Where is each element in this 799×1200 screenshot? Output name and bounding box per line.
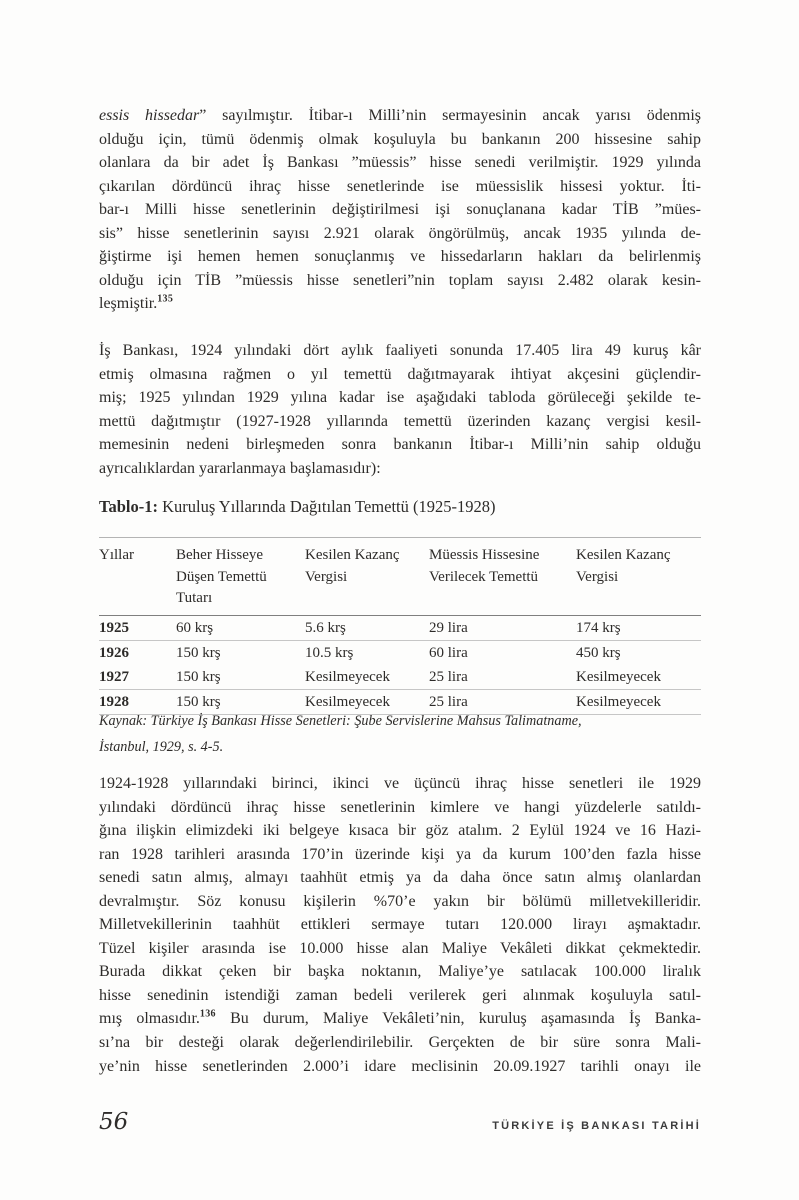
text-run: ye’nin hisse senetlerinden 2.000’i idare meclisinin 20.09.1927 tarihli onayı ile bbox=[99, 1057, 701, 1075]
table-title bbox=[99, 495, 701, 519]
table-cell: 60 lira bbox=[429, 644, 468, 661]
running-title: TÜRKİYE İŞ BANKASI TARİHİ bbox=[492, 1120, 701, 1132]
text-line bbox=[99, 457, 701, 481]
table-row bbox=[99, 665, 701, 690]
text-run: sis” hisse senetlerinin sayısı 2.921 olarak öngörülmüş, ancak 1935 yılında de- bbox=[99, 224, 701, 242]
paragraph-1 bbox=[99, 104, 701, 316]
text-run: mettü dağıtmıştır (1927-1928 yıllarında temettü üzerinden kazanç vergisi kesil- bbox=[99, 412, 701, 430]
table-column-header: Müessis Hissesine Verilecek Temettü bbox=[429, 547, 540, 585]
text-run: yılındaki dördüncü ihraç hisse senetlerinin kimlere ve hangi yüzdelerle satıldı- bbox=[99, 798, 701, 816]
table-cell: 1928 bbox=[99, 693, 129, 710]
table-cell: Kesilmeyecek bbox=[305, 668, 390, 685]
text-run: bar-ı Milli hisse senetlerinin değiştirilmesi işi sonuçlanana kadar TİB ”mües- bbox=[99, 201, 701, 219]
text-run: hisse senedinin istendiği zaman bedeli verilerek geri alınmak koşuluyla satıl- bbox=[99, 986, 701, 1004]
text-run: Tüzel kişiler arasında ise 10.000 hisse alan Maliye Vekâleti dikkat çekmektedir. bbox=[99, 939, 701, 957]
text-run: çıkarılan dördüncü ihraç hisse senetlerinde ise müessislik hissesi yoktur. İti- bbox=[99, 177, 701, 195]
text-line bbox=[99, 796, 701, 820]
table-cell: 29 lira bbox=[429, 619, 468, 636]
text-run: miş; 1925 yılından 1929 yılına kadar ise aşağıdaki tabloda görüleceği şekilde te- bbox=[99, 389, 701, 407]
text-line bbox=[99, 198, 701, 222]
text-line bbox=[99, 819, 701, 843]
italic-text: essis hissedar bbox=[99, 107, 200, 124]
table-source-line: İstanbul, 1929, s. 4-5. bbox=[99, 738, 224, 755]
text-run: ayrıcalıklardan yararlanmaya başlamasıdır): bbox=[99, 459, 381, 477]
table-cell: 5.6 krş bbox=[305, 619, 346, 636]
table-title-label: Tablo-1: bbox=[99, 497, 158, 516]
table-source bbox=[99, 709, 701, 760]
text-line bbox=[99, 890, 701, 914]
table-cell: 150 krş bbox=[176, 668, 221, 685]
table-cell: 174 krş bbox=[576, 619, 621, 636]
text-line bbox=[99, 937, 701, 961]
text-line bbox=[99, 386, 701, 410]
text-run: devralmıştır. Söz konusu kişilerin %70’e yakın bir bölümü milletvekilleridir. bbox=[99, 892, 701, 910]
table-cell: 10.5 krş bbox=[305, 644, 354, 661]
table-column-header: Kesilen Kazanç Vergisi bbox=[576, 547, 671, 585]
table-cell: Kesilmeyecek bbox=[576, 668, 661, 685]
paragraph-2 bbox=[99, 339, 701, 480]
table-cell: 150 krş bbox=[176, 644, 221, 661]
text-run: ğiştirme işi hemen hemen sonuçlanmış ve hissedarların hakları da belirlenmiş bbox=[99, 248, 701, 266]
text-line bbox=[99, 175, 701, 199]
text-run: memesinin nedeni birleşmeden sonra bankanın İtibar-ı Milli’nin sahip olduğu bbox=[99, 436, 701, 454]
footnote-ref: 135 bbox=[157, 294, 174, 306]
text-run: mış olmasıdır. bbox=[99, 1010, 200, 1028]
text-run: Milletvekillerinin taahhüt ettikleri sermaye tutarı 120.000 lirayı aşmaktadır. bbox=[99, 916, 701, 934]
text-line bbox=[99, 866, 701, 890]
text-line bbox=[99, 410, 701, 434]
text-run: ran 1928 tarihleri arasında 170’in üzerinde kişi ya da kurum 100’den fazla hisse bbox=[99, 845, 701, 863]
text-run: etmiş olmasına rağmen o yıl temettü dağıtmayarak ihtiyat akçesini güçlendir- bbox=[99, 365, 701, 383]
text-line bbox=[99, 104, 701, 128]
text-run: sı’na bir desteği olarak değerlendirilebilir. Gerçekten de bir süre sonra Mali- bbox=[99, 1034, 701, 1052]
table-cell: 1927 bbox=[99, 668, 129, 685]
text-line bbox=[99, 128, 701, 152]
table-cell: 1925 bbox=[99, 619, 129, 636]
text-line bbox=[99, 292, 701, 316]
dividends-table bbox=[99, 537, 701, 715]
table-cell: Kesilmeyecek bbox=[576, 693, 661, 710]
text-line bbox=[99, 984, 701, 1008]
table-cell: 25 lira bbox=[429, 668, 468, 685]
page-number: 56 bbox=[99, 1109, 129, 1135]
text-run: olduğu için TİB ”müessis hisse senetleri”nin toplam sayısı 2.482 olarak kesin- bbox=[99, 271, 701, 289]
text-run: olanlara da bir adet İş Bankası ”müessis” hisse senedi verilmiştir. 1929 yılında bbox=[99, 154, 701, 172]
table-cell: 25 lira bbox=[429, 693, 468, 710]
paragraph-3 bbox=[99, 772, 701, 1078]
text-line bbox=[99, 772, 701, 796]
table-cell: 150 krş bbox=[176, 693, 221, 710]
table-row bbox=[99, 615, 701, 640]
text-line bbox=[99, 1007, 701, 1031]
text-line bbox=[99, 245, 701, 269]
text-run: leşmiştir. bbox=[99, 295, 158, 313]
text-line bbox=[99, 339, 701, 363]
text-line bbox=[99, 269, 701, 293]
text-run: Burada dikkat çeken bir başka noktanın, Maliye’ye satılacak 100.000 liralık bbox=[99, 963, 701, 981]
page-footer bbox=[99, 1109, 701, 1135]
text-line bbox=[99, 960, 701, 984]
text-line bbox=[99, 433, 701, 457]
text-line bbox=[99, 913, 701, 937]
table-column-header: Kesilen Kazanç Vergisi bbox=[305, 547, 400, 585]
text-run: Bu durum, Maliye Vekâleti’nin, kuruluş aşamasında İş Banka- bbox=[215, 1010, 701, 1028]
text-line bbox=[99, 1031, 701, 1055]
table-column-header: Beher Hisseye Düşen Temettü Tutarı bbox=[176, 547, 267, 606]
table-row bbox=[99, 640, 701, 665]
text-line bbox=[99, 843, 701, 867]
text-run: senedi satın almış, almayı taahhüt etmiş ya da daha önce satın almış olanlardan bbox=[99, 869, 701, 887]
table-cell: 1926 bbox=[99, 644, 129, 661]
text-run: 1924-1928 yıllarındaki birinci, ikinci ve üçüncü ihraç hisse senetleri ile 1929 bbox=[99, 775, 701, 792]
text-run: İş Bankası, 1924 yılındaki dört aylık faaliyeti sonunda 17.405 lira 49 kuruş kâr bbox=[99, 342, 701, 359]
text-line bbox=[99, 363, 701, 387]
text-run: ” sayılmıştır. İtibar-ı Milli’nin sermayesinin ancak yarısı ödenmiş bbox=[199, 107, 702, 124]
table-header-row bbox=[99, 538, 701, 616]
table-column-header: Yıllar bbox=[99, 547, 134, 563]
table-cell: 450 krş bbox=[576, 644, 621, 661]
text-line bbox=[99, 1055, 701, 1079]
table-title-text: Kuruluş Yıllarında Dağıtılan Temettü (1925-1928) bbox=[158, 497, 496, 516]
table-cell: 60 krş bbox=[176, 619, 214, 636]
text-run: olduğu için, tümü ödenmiş olmak koşuluyla bu bankanın 200 hissesine sahip bbox=[99, 130, 701, 148]
footnote-ref: 136 bbox=[199, 1009, 216, 1021]
text-line bbox=[99, 222, 701, 246]
table-source-line: Kaynak: Türkiye İş Bankası Hisse Senetleri: Şube Servislerine Mahsus Talimatname, bbox=[99, 713, 582, 729]
text-line bbox=[99, 151, 701, 175]
text-run: ğına ilişkin elimizdeki iki belgeye kısaca bir göz atalım. 2 Eylül 1924 ve 16 Hazi- bbox=[99, 822, 701, 840]
table-cell: Kesilmeyecek bbox=[305, 693, 390, 710]
